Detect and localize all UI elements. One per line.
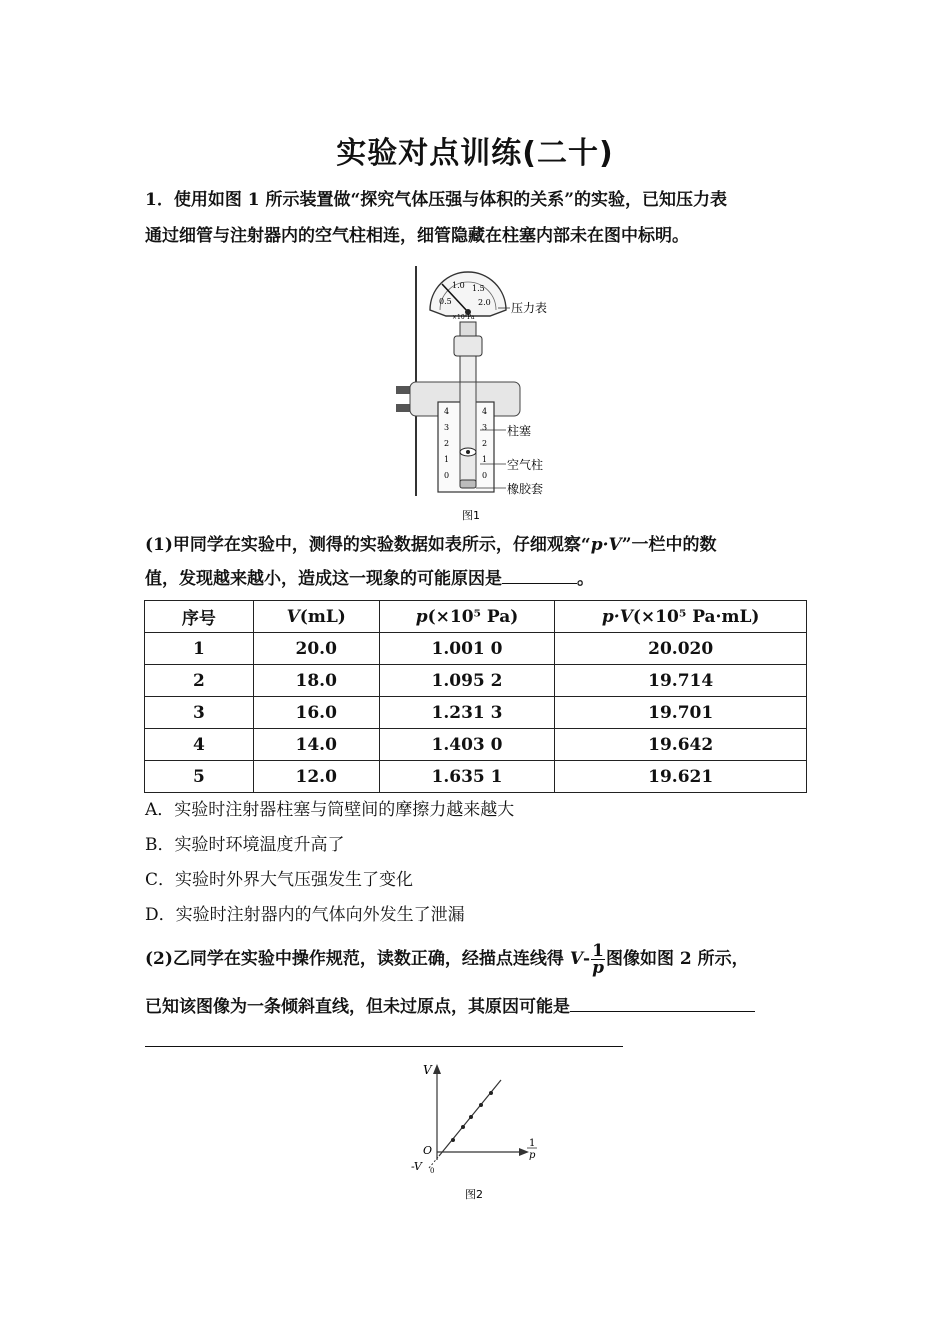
y-axis-label: V bbox=[423, 1063, 432, 1077]
part2-text-pre: (2)乙同学在实验中操作规范，读数正确，经描点连线得 bbox=[145, 949, 570, 969]
table-cell: 16.0 bbox=[253, 697, 379, 729]
option-c-text: C．实验时外界大气压强发生了变化 bbox=[145, 870, 414, 890]
header-pv-symbol: p·V bbox=[601, 606, 633, 627]
q1-line1 bbox=[145, 190, 727, 210]
header-pressure-symbol: p bbox=[415, 606, 428, 627]
dial-tick-label: 1.5 bbox=[472, 284, 485, 293]
table-cell: 12.0 bbox=[253, 761, 379, 793]
header-volume bbox=[253, 601, 379, 633]
table-cell: 1.001 0 bbox=[379, 633, 555, 665]
scale-mark: 3 bbox=[444, 423, 450, 432]
scale-mark: 2 bbox=[444, 439, 450, 448]
answer-blank-2-continued[interactable] bbox=[145, 1032, 623, 1047]
scale-mark: 2 bbox=[482, 439, 488, 448]
header-pressure-unit: (×10⁵ Pa) bbox=[427, 606, 519, 627]
dial-tick-label: 0.5 bbox=[439, 297, 452, 306]
origin-label: O bbox=[423, 1144, 433, 1157]
neg-v0-subscript: 0 bbox=[430, 1167, 435, 1175]
part2-text-2: 已知该图像为一条倾斜直线，但未过原点，其原因可能是 bbox=[145, 997, 570, 1017]
table-cell: 14.0 bbox=[253, 729, 379, 761]
part2-line3 bbox=[145, 1032, 623, 1052]
x-axis-label-numerator: 1 bbox=[529, 1138, 536, 1149]
y-axis-arrow-icon bbox=[433, 1064, 441, 1074]
data-point bbox=[451, 1138, 455, 1142]
dial-tick-label: 2.0 bbox=[478, 298, 491, 307]
table-cell: 19.701 bbox=[555, 697, 807, 729]
scale-mark: 1 bbox=[444, 455, 450, 464]
answer-blank-2[interactable] bbox=[570, 997, 755, 1012]
scale-mark: 4 bbox=[444, 407, 450, 416]
part2-line2 bbox=[145, 997, 755, 1017]
data-table bbox=[144, 600, 807, 793]
part2-dash: - bbox=[583, 949, 591, 969]
table-cell: 4 bbox=[145, 729, 254, 761]
table-cell: 1 bbox=[145, 633, 254, 665]
scale-mark: 0 bbox=[482, 471, 488, 480]
header-pv-unit: (×10⁵ Pa·mL) bbox=[632, 606, 760, 627]
table-cell: 3 bbox=[145, 697, 254, 729]
data-point bbox=[461, 1125, 465, 1129]
option-a-text: A．实验时注射器柱塞与筒壁间的摩擦力越来越大 bbox=[145, 800, 515, 820]
part1-text-pre: (1)甲同学在实验中，测得的实验数据如表所示，仔细观察“ bbox=[145, 535, 591, 555]
table-cell: 1.231 3 bbox=[379, 697, 555, 729]
clamp-screw-icon bbox=[396, 404, 410, 412]
part1-period: 。 bbox=[577, 569, 594, 589]
header-volume-symbol: V bbox=[286, 606, 300, 627]
scale-mark: 0 bbox=[444, 471, 450, 480]
figure-1-caption: 图1 bbox=[462, 509, 480, 522]
figure-1-apparatus bbox=[380, 262, 580, 524]
x-axis-label-denominator: p bbox=[529, 1150, 536, 1161]
table-cell: 19.714 bbox=[555, 665, 807, 697]
label-pressure-gauge: 压力表 bbox=[511, 301, 548, 315]
table-row bbox=[145, 761, 807, 793]
label-rubber-cap: 橡胶套 bbox=[507, 482, 544, 496]
part2-text-post: 图像如图 2 所示， bbox=[605, 949, 749, 969]
option-b[interactable] bbox=[145, 835, 345, 855]
table-row bbox=[145, 665, 807, 697]
q1-text-2: 通过细管与注射器内的空气柱相连，细管隐藏在柱塞内部未在图中标明。 bbox=[145, 226, 689, 246]
rubber-cap-icon bbox=[460, 480, 476, 488]
one-over-p-fraction bbox=[591, 943, 605, 976]
fraction-numerator: 1 bbox=[592, 941, 604, 961]
table-row bbox=[145, 633, 807, 665]
figure-2-caption: 图2 bbox=[465, 1188, 483, 1201]
dial-tick-label: 1.0 bbox=[452, 281, 465, 290]
part1-text-post: ”一栏中的数 bbox=[621, 535, 717, 555]
header-pressure bbox=[379, 601, 555, 633]
table-cell: 20.020 bbox=[555, 633, 807, 665]
figure-2-graph bbox=[405, 1060, 555, 1210]
part1-line2 bbox=[145, 569, 594, 589]
neg-v0-label: -V bbox=[411, 1160, 422, 1173]
data-point bbox=[469, 1115, 473, 1119]
scale-mark: 3 bbox=[482, 423, 488, 432]
part1-line1 bbox=[145, 535, 716, 555]
header-index-text: 序号 bbox=[181, 609, 216, 629]
dial-unit: ×10⁵Pa bbox=[452, 314, 475, 321]
fraction-denominator: p bbox=[592, 958, 604, 978]
answer-blank-1[interactable] bbox=[502, 569, 577, 584]
option-d-text: D．实验时注射器内的气体向外发生了泄漏 bbox=[145, 905, 465, 925]
clamp-screw-icon bbox=[396, 386, 410, 394]
option-d[interactable] bbox=[145, 905, 465, 925]
label-plunger: 柱塞 bbox=[507, 424, 532, 438]
data-point bbox=[489, 1091, 493, 1095]
table-cell: 1.095 2 bbox=[379, 665, 555, 697]
option-a[interactable] bbox=[145, 800, 514, 820]
header-pv bbox=[555, 601, 807, 633]
q1-text-1: 1．使用如图 1 所示装置做“探究气体压强与体积的关系”的实验，已知压力表 bbox=[145, 190, 728, 210]
part2-v-symbol: V bbox=[569, 949, 584, 969]
table-cell: 5 bbox=[145, 761, 254, 793]
scale-mark: 4 bbox=[482, 407, 488, 416]
part2-line1 bbox=[145, 940, 749, 978]
part1-text-2: 值，发现越来越小，造成这一现象的可能原因是 bbox=[145, 569, 502, 589]
option-c[interactable] bbox=[145, 870, 413, 890]
table-cell: 19.621 bbox=[555, 761, 807, 793]
header-index bbox=[145, 601, 254, 633]
option-b-text: B．实验时环境温度升高了 bbox=[145, 835, 345, 855]
table-cell: 2 bbox=[145, 665, 254, 697]
part1-pv: p·V bbox=[590, 535, 622, 555]
scale-mark: 1 bbox=[482, 455, 488, 464]
table-header-row bbox=[145, 601, 807, 633]
header-volume-unit: (mL) bbox=[299, 606, 346, 627]
data-point bbox=[479, 1103, 483, 1107]
q1-line2 bbox=[145, 226, 689, 246]
table-cell: 18.0 bbox=[253, 665, 379, 697]
table-row bbox=[145, 729, 807, 761]
table-cell: 1.403 0 bbox=[379, 729, 555, 761]
table-cell: 19.642 bbox=[555, 729, 807, 761]
x-axis-arrow-icon bbox=[519, 1148, 529, 1156]
label-air-column: 空气柱 bbox=[507, 458, 544, 472]
table-cell: 1.635 1 bbox=[379, 761, 555, 793]
table-cell: 20.0 bbox=[253, 633, 379, 665]
table-row bbox=[145, 697, 807, 729]
page-title: 实验对点训练(二十) bbox=[336, 136, 614, 171]
